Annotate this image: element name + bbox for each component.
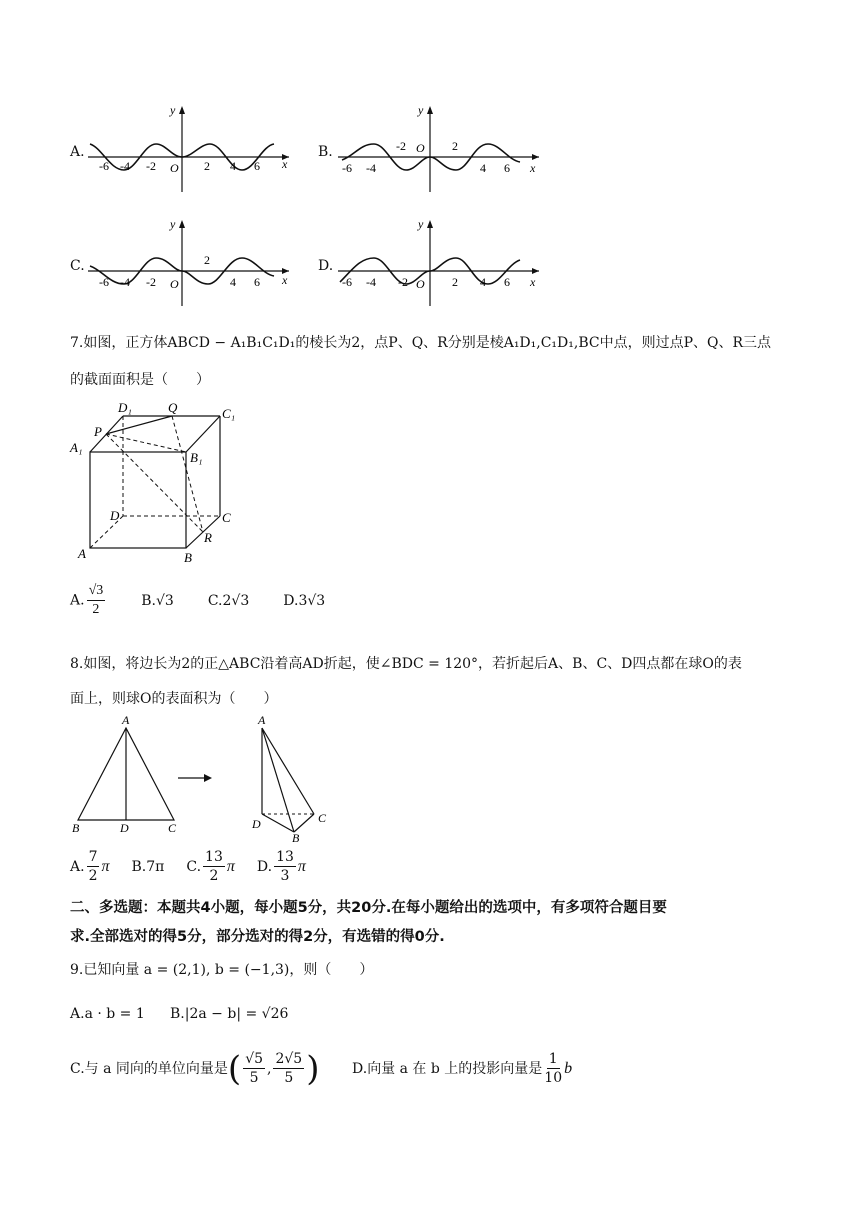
q8-option-d[interactable]: D. $\frac{13}{3}$ π [256, 849, 306, 884]
label-b1: B₁ [190, 450, 203, 465]
flat-label-b: B [72, 821, 80, 835]
label-r: R [204, 530, 212, 545]
label-q: Q [168, 400, 178, 415]
svg-text:x: x [282, 273, 288, 287]
flat-label-a: A [122, 714, 130, 727]
svg-text:x: x [530, 275, 536, 289]
svg-text:4: 4 [480, 161, 486, 175]
svg-text:6: 6 [504, 161, 510, 175]
svg-text:2: 2 [452, 275, 458, 289]
q7-option-b[interactable]: B.√3 [141, 592, 174, 609]
svg-text:2: 2 [204, 159, 210, 173]
svg-text:x: x [530, 161, 536, 175]
label-d: D [110, 508, 120, 523]
svg-text:-6: -6 [99, 159, 109, 173]
svg-text:-6: -6 [99, 275, 109, 289]
svg-text:6: 6 [504, 275, 510, 289]
svg-text:2: 2 [204, 253, 210, 267]
q8-stem-line1: 8.如图，将边长为2的正△ABC沿着高AD折起，使∠BDC = 120°，若折起后A、B、C、D四点都在球O的表 [70, 656, 742, 672]
svg-text:4: 4 [480, 275, 486, 289]
graph-option-d [334, 214, 544, 309]
q9-stem: 9.已知向量 a = (2,1), b = (−1,3)，则（ ） [70, 962, 374, 978]
fold-label-c: C [318, 811, 327, 825]
svg-text:y: y [170, 103, 176, 117]
q9-option-d[interactable]: D. 向量 a 在 b 上的投影向量是 $\frac{1}{10}$ b [352, 1051, 573, 1086]
svg-text:O: O [416, 141, 425, 155]
label-a: A [78, 546, 86, 561]
flat-label-c: C [168, 821, 177, 835]
svg-text:-2: -2 [396, 139, 406, 153]
triangle-fold-figure [68, 714, 348, 844]
fold-label-a: A [258, 714, 266, 727]
graph-option-a [84, 100, 294, 195]
section2-heading-line1: 二、多选题：本题共4小题，每小题5分，共20分.在每小题给出的选项中，有多项符合题目要 [70, 900, 667, 916]
q8-option-c[interactable]: C. $\frac{13}{2}$ π [186, 849, 235, 884]
label-p: P [94, 424, 102, 439]
option-label-c: C. [70, 258, 85, 274]
q8-stem-line2: 面上，则球O的表面积为（ ） [70, 691, 278, 707]
svg-text:-6: -6 [342, 161, 352, 175]
svg-text:y: y [170, 217, 176, 231]
svg-text:O: O [170, 161, 179, 175]
svg-text:-2: -2 [146, 275, 156, 289]
fold-label-b: B [292, 831, 300, 844]
svg-text:-4: -4 [120, 275, 130, 289]
q8-options [70, 848, 306, 885]
label-c1: C₁ [222, 406, 236, 421]
svg-text:y: y [418, 103, 424, 117]
option-label-a: A. [70, 144, 85, 160]
svg-text:x: x [282, 157, 288, 171]
svg-text:-4: -4 [120, 159, 130, 173]
svg-text:2: 2 [452, 139, 458, 153]
q7-stem-line2: 的截面面积是（ ） [70, 372, 210, 388]
label-c: C [222, 510, 231, 525]
svg-text:6: 6 [254, 275, 260, 289]
label-d1: D₁ [118, 400, 132, 415]
svg-text:y: y [418, 217, 424, 231]
q9-option-b[interactable]: B.|2a − b| = √26 [170, 1006, 289, 1022]
cube-figure [68, 396, 248, 566]
q7-option-a[interactable]: A. $\frac{√3}{2}$ [70, 583, 104, 617]
svg-text:-4: -4 [366, 275, 376, 289]
svg-text:-2: -2 [146, 159, 156, 173]
section2-heading-line2: 求.全部选对的得5分，部分选对的得2分，有选错的得0分. [70, 929, 445, 945]
fold-label-d: D [252, 817, 261, 831]
svg-text:-4: -4 [366, 161, 376, 175]
q9-option-a[interactable]: A.a · b = 1 [70, 1006, 145, 1022]
svg-text:-2: -2 [398, 275, 408, 289]
q7-stem-line1: 7.如图，正方体ABCD − A₁B₁C₁D₁的棱长为2，点P、Q、R分别是棱A₁D₁,C₁D₁,BC中点，则过点P、Q、R三点 [70, 335, 772, 351]
label-a1: A₁ [70, 440, 83, 455]
svg-text:-6: -6 [342, 275, 352, 289]
q8-option-a[interactable]: A. $\frac{7}{2}$ π [70, 849, 110, 884]
svg-text:O: O [416, 277, 425, 291]
label-b: B [184, 550, 192, 565]
svg-text:4: 4 [230, 159, 236, 173]
graph-option-c [84, 214, 294, 309]
q7-option-c[interactable]: C.2√3 [207, 592, 250, 609]
svg-text:O: O [170, 277, 179, 291]
q8-option-b[interactable]: B.7π [131, 858, 165, 875]
option-label-d: D. [318, 258, 334, 274]
q7-option-d[interactable]: D.3√3 [283, 592, 326, 609]
flat-label-d: D [120, 821, 129, 835]
svg-text:4: 4 [230, 275, 236, 289]
q7-options [70, 582, 325, 619]
option-label-b: B. [318, 144, 333, 160]
graph-option-b [334, 100, 544, 195]
svg-text:6: 6 [254, 159, 260, 173]
q9-option-c[interactable]: C. 与 a 同向的单位向量是 ( $\frac{√5}{5}$ , $\frac{2√5}{5}$ ) [70, 1048, 320, 1089]
